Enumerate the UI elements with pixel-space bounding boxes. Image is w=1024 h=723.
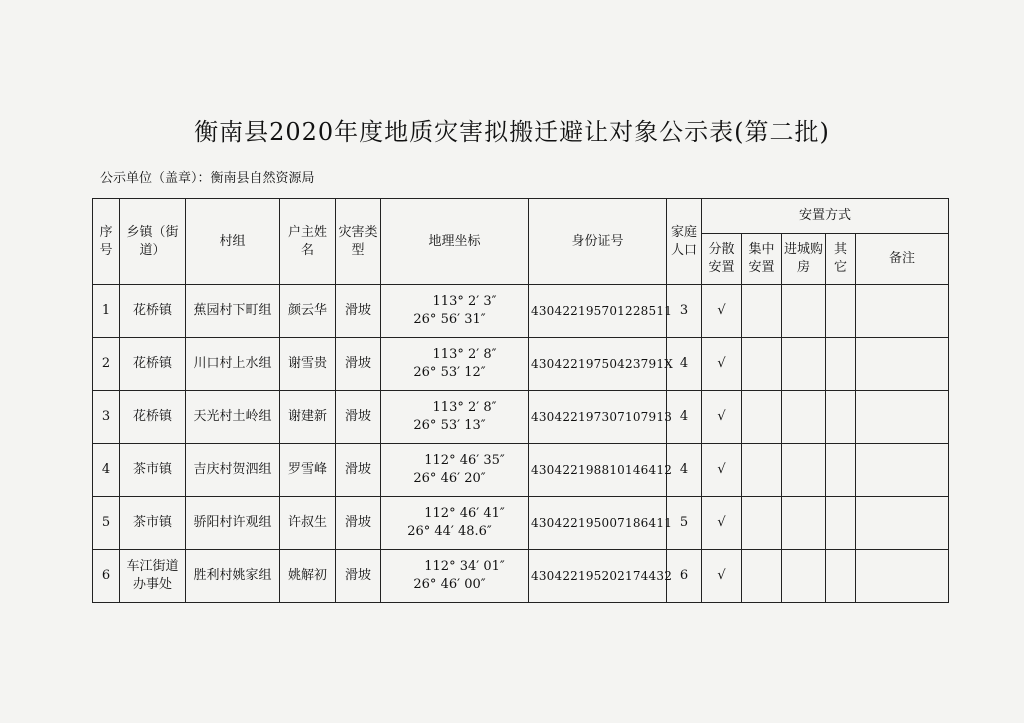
header-buy-house: 进城购房 <box>782 234 826 285</box>
cell-family-population: 4 <box>667 391 702 444</box>
cell-seq: 6 <box>93 550 120 603</box>
latitude: 26° 56′ 31″ <box>413 312 486 327</box>
cell-scattered: √ <box>702 497 742 550</box>
cell-household-head: 谢雪贵 <box>280 338 336 391</box>
table-row <box>93 338 949 391</box>
cell-id-number: 430422197307107913 <box>529 391 667 444</box>
longitude: 113° 2′ 8″ <box>432 400 497 415</box>
header-scattered: 分散安置 <box>702 234 742 285</box>
cell-seq: 2 <box>93 338 120 391</box>
cell-central <box>742 550 782 603</box>
cell-id-number: 430422198810146412 <box>529 444 667 497</box>
latitude: 26° 44′ 48.6″ <box>407 524 492 539</box>
cell-id-number: 430422195202174432 <box>529 550 667 603</box>
cell-other <box>826 391 856 444</box>
cell-scattered: √ <box>702 338 742 391</box>
cell-id-number: 430422195007186411 <box>529 497 667 550</box>
longitude: 112° 34′ 01″ <box>424 559 505 574</box>
header-family-population: 家庭人口 <box>667 199 702 285</box>
longitude: 112° 46′ 41″ <box>424 506 505 521</box>
cell-central <box>742 391 782 444</box>
cell-coordinates <box>381 285 529 338</box>
cell-hazard-type: 滑坡 <box>336 497 381 550</box>
cell-id-number: 430422195701228511 <box>529 285 667 338</box>
cell-family-population: 4 <box>667 444 702 497</box>
longitude: 113° 2′ 8″ <box>432 347 497 362</box>
cell-scattered: √ <box>702 285 742 338</box>
header-seq: 序号 <box>93 199 120 285</box>
cell-buy-house <box>782 550 826 603</box>
cell-family-population: 3 <box>667 285 702 338</box>
cell-scattered: √ <box>702 391 742 444</box>
header-town: 乡镇（街道） <box>120 199 186 285</box>
cell-seq: 3 <box>93 391 120 444</box>
cell-town: 花桥镇 <box>120 391 186 444</box>
cell-central <box>742 497 782 550</box>
cell-village: 蕉园村下町组 <box>186 285 280 338</box>
cell-coordinates <box>381 444 529 497</box>
cell-hazard-type: 滑坡 <box>336 285 381 338</box>
cell-family-population: 6 <box>667 550 702 603</box>
cell-id-number: 43042219750423791X <box>529 338 667 391</box>
cell-seq: 5 <box>93 497 120 550</box>
cell-buy-house <box>782 391 826 444</box>
table-header-row <box>93 199 949 234</box>
table-row <box>93 497 949 550</box>
cell-note <box>856 444 949 497</box>
cell-seq: 4 <box>93 444 120 497</box>
cell-village: 天光村土岭组 <box>186 391 280 444</box>
latitude: 26° 53′ 12″ <box>413 365 486 380</box>
cell-other <box>826 338 856 391</box>
latitude: 26° 46′ 20″ <box>413 471 486 486</box>
cell-town: 花桥镇 <box>120 338 186 391</box>
cell-household-head: 谢建新 <box>280 391 336 444</box>
header-household-head: 户主姓名 <box>280 199 336 285</box>
cell-family-population: 4 <box>667 338 702 391</box>
cell-village: 骄阳村许观组 <box>186 497 280 550</box>
cell-town: 花桥镇 <box>120 285 186 338</box>
table-row <box>93 550 949 603</box>
header-resettlement-method: 安置方式 <box>702 199 949 234</box>
latitude: 26° 46′ 00″ <box>413 577 486 592</box>
header-other: 其它 <box>826 234 856 285</box>
cell-buy-house <box>782 338 826 391</box>
cell-coordinates <box>381 497 529 550</box>
cell-other <box>826 550 856 603</box>
cell-village: 吉庆村贺泗组 <box>186 444 280 497</box>
cell-central <box>742 285 782 338</box>
cell-scattered: √ <box>702 550 742 603</box>
cell-other <box>826 497 856 550</box>
cell-family-population: 5 <box>667 497 702 550</box>
table-row <box>93 391 949 444</box>
cell-scattered: √ <box>702 444 742 497</box>
cell-seq: 1 <box>93 285 120 338</box>
longitude: 112° 46′ 35″ <box>424 453 505 468</box>
cell-town: 茶市镇 <box>120 444 186 497</box>
cell-household-head: 颜云华 <box>280 285 336 338</box>
header-coordinates: 地理坐标 <box>381 199 529 285</box>
longitude: 113° 2′ 3″ <box>432 294 497 309</box>
cell-town: 茶市镇 <box>120 497 186 550</box>
table-row <box>93 285 949 338</box>
relocation-table <box>92 198 949 603</box>
cell-buy-house <box>782 497 826 550</box>
cell-village: 川口村上水组 <box>186 338 280 391</box>
cell-note <box>856 391 949 444</box>
cell-town: 车江街道办事处 <box>120 550 186 603</box>
header-note: 备注 <box>856 234 949 285</box>
header-central: 集中安置 <box>742 234 782 285</box>
cell-village: 胜利村姚家组 <box>186 550 280 603</box>
cell-coordinates <box>381 550 529 603</box>
header-id-number: 身份证号 <box>529 199 667 285</box>
cell-note <box>856 497 949 550</box>
cell-central <box>742 338 782 391</box>
page-title: 衡南县2020年度地质灾害拟搬迁避让对象公示表(第二批) <box>194 118 830 146</box>
cell-note <box>856 338 949 391</box>
cell-other <box>826 285 856 338</box>
cell-buy-house <box>782 285 826 338</box>
cell-central <box>742 444 782 497</box>
cell-household-head: 许叔生 <box>280 497 336 550</box>
cell-household-head: 姚解初 <box>280 550 336 603</box>
publisher-line: 公示单位（盖章）：衡南县自然资源局 <box>100 171 315 186</box>
cell-buy-house <box>782 444 826 497</box>
table-row <box>93 444 949 497</box>
cell-other <box>826 444 856 497</box>
cell-hazard-type: 滑坡 <box>336 391 381 444</box>
cell-note <box>856 550 949 603</box>
cell-household-head: 罗雪峰 <box>280 444 336 497</box>
cell-coordinates <box>381 391 529 444</box>
cell-hazard-type: 滑坡 <box>336 550 381 603</box>
cell-hazard-type: 滑坡 <box>336 338 381 391</box>
header-village: 村组 <box>186 199 280 285</box>
header-hazard-type: 灾害类型 <box>336 199 381 285</box>
cell-note <box>856 285 949 338</box>
latitude: 26° 53′ 13″ <box>413 418 486 433</box>
cell-hazard-type: 滑坡 <box>336 444 381 497</box>
cell-coordinates <box>381 338 529 391</box>
